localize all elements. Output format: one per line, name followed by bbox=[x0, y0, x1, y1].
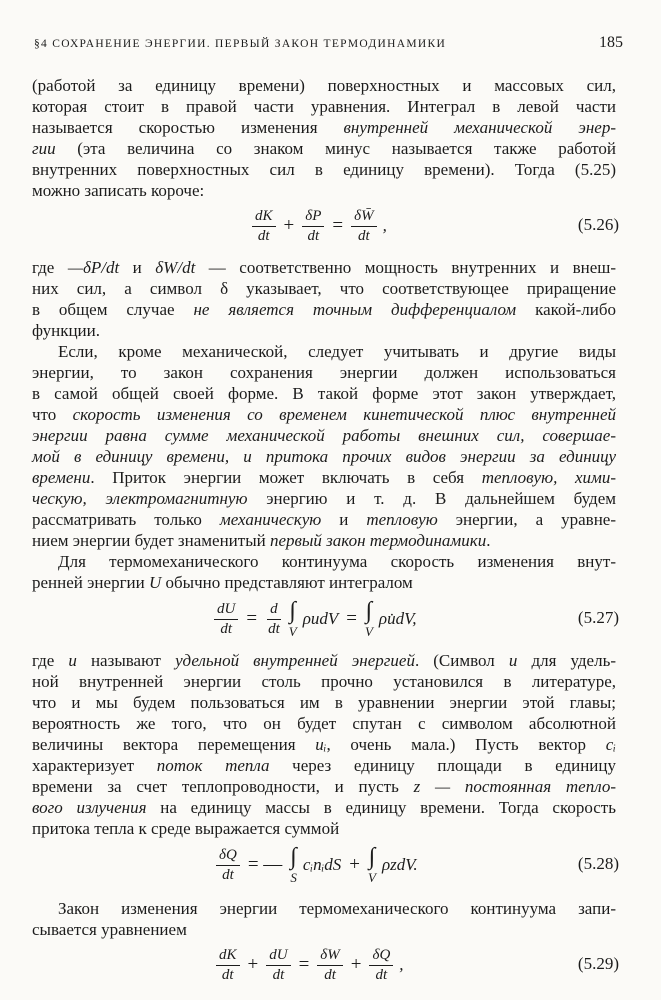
text-run: на единицу массы в единицу времени. Тогда скорость bbox=[146, 798, 616, 817]
italic-term: первый закон термодинамики bbox=[269, 531, 487, 550]
text-run: . (Символ bbox=[414, 651, 509, 670]
operator: = bbox=[298, 954, 310, 975]
text-run: и bbox=[119, 258, 156, 277]
italic-term: не является точным дифференциалом bbox=[193, 300, 517, 319]
text-line bbox=[32, 797, 616, 818]
denominator: dt bbox=[222, 866, 234, 883]
text-line bbox=[32, 650, 616, 671]
text-line bbox=[32, 320, 616, 341]
text-run: в самой общей своей форме. В такой форме этот закон утверждает, bbox=[32, 384, 616, 403]
text-run: энергии, а уравне- bbox=[437, 510, 616, 529]
equation-body bbox=[252, 201, 387, 251]
text-line bbox=[32, 530, 616, 551]
text-run: времени за счет теплопроводности, и пусть bbox=[32, 777, 414, 796]
italic-term: z — постоянная тепло- bbox=[413, 777, 616, 796]
equation-5-27 bbox=[0, 594, 661, 644]
numerator: d bbox=[267, 601, 281, 620]
integral-symbol: ∫ bbox=[365, 598, 373, 624]
denominator: dt bbox=[220, 620, 232, 637]
text-run: для удель- bbox=[517, 651, 616, 670]
numerator: δQ bbox=[369, 947, 393, 966]
running-head: §4 СОХРАНЕНИЕ ЭНЕРГИИ. ПЕРВЫЙ ЗАКОН ТЕРМОДИНАМИКИ bbox=[34, 38, 447, 50]
math-inline: cᵢ bbox=[605, 735, 616, 754]
denominator: dt bbox=[272, 966, 285, 983]
text-line bbox=[32, 671, 616, 692]
fraction bbox=[214, 601, 238, 638]
text-run: характеризует bbox=[32, 756, 157, 775]
math-inline: u bbox=[68, 651, 77, 670]
page-header bbox=[34, 34, 623, 56]
italic-term: мой в единицу времени, и притока прочих видов энергии за единицу bbox=[32, 447, 616, 466]
text-line bbox=[32, 278, 616, 299]
math-inline: U bbox=[149, 573, 162, 592]
fraction bbox=[252, 208, 276, 245]
math-inline: uᵢ bbox=[315, 735, 327, 754]
denominator: dt bbox=[375, 966, 388, 983]
text-line bbox=[32, 159, 616, 180]
text-run: и bbox=[321, 510, 367, 529]
equation-body bbox=[216, 940, 404, 990]
fraction bbox=[265, 601, 283, 638]
text-line bbox=[32, 404, 616, 425]
numerator: dU bbox=[266, 947, 290, 966]
italic-term: скорость изменения со временем кинетической плюс внутренней bbox=[72, 405, 616, 424]
math-inline: u bbox=[508, 651, 518, 670]
denominator: dt bbox=[221, 966, 234, 983]
punctuation: , bbox=[382, 216, 387, 235]
equation-5-28 bbox=[0, 840, 661, 890]
text-run: энергию и т. д. В дальнейшем будем bbox=[247, 489, 616, 508]
text-line bbox=[32, 692, 616, 713]
operator: + bbox=[350, 954, 362, 975]
numerator: δQ bbox=[216, 847, 240, 866]
text-run: — соответственно мощность внутренних и внеш- bbox=[195, 258, 616, 277]
fraction bbox=[216, 947, 240, 984]
italic-term: тепловую, хими- bbox=[481, 468, 616, 487]
integral-sign bbox=[289, 599, 297, 639]
text-run: что bbox=[32, 405, 73, 424]
integral-symbol: ∫ bbox=[368, 844, 376, 870]
integrand: ρu̇dV, bbox=[378, 609, 417, 628]
integral-sign bbox=[368, 845, 376, 885]
text-run: . Приток энергии может включать в себя bbox=[90, 468, 482, 487]
text-run: внутренних поверхностных сил в единицу времени). Тогда (5.25) bbox=[32, 160, 616, 179]
text-run: , очень мала.) Пусть вектор bbox=[326, 735, 606, 754]
fraction bbox=[317, 947, 342, 984]
text-run: какой-либо bbox=[516, 300, 616, 319]
text-run: что и мы будем пользоваться им в уравнении энергии этой главы; bbox=[32, 693, 616, 712]
integral-domain: V bbox=[368, 870, 376, 885]
text-line bbox=[32, 818, 616, 839]
operator: = — bbox=[247, 854, 283, 875]
text-run: . bbox=[486, 531, 491, 550]
text-run: вероятность же того, что он будет спутан с символом абсолютной bbox=[32, 714, 616, 733]
page-number: 185 bbox=[599, 34, 623, 51]
text-run: где bbox=[32, 651, 69, 670]
text-run: Закон изменения энергии термомеханического континуума запи- bbox=[58, 899, 616, 918]
text-line bbox=[32, 75, 616, 96]
italic-term: вого излучения bbox=[32, 798, 147, 817]
integral-sign bbox=[365, 599, 373, 639]
equation-number: (5.28) bbox=[577, 854, 619, 873]
operator: + bbox=[283, 215, 295, 236]
text-line bbox=[32, 446, 616, 467]
operator: + bbox=[349, 854, 361, 875]
equation-5-26 bbox=[0, 201, 661, 251]
italic-term: внутренней механической энер- bbox=[343, 118, 616, 137]
integral-symbol: ∫ bbox=[289, 598, 296, 624]
text-run: называют bbox=[76, 651, 176, 670]
text-run: (работой за единицу времени) поверхностных и массовых сил, bbox=[32, 76, 616, 95]
equation-number: (5.27) bbox=[577, 608, 619, 627]
denominator: dt bbox=[357, 227, 370, 244]
denominator: dt bbox=[324, 966, 336, 983]
italic-term: тепловую bbox=[366, 510, 438, 529]
equation-body bbox=[214, 594, 417, 644]
text-line bbox=[32, 96, 616, 117]
numerator: dK bbox=[216, 947, 240, 966]
text-line bbox=[32, 734, 616, 755]
integral-domain: V bbox=[364, 624, 373, 639]
text-run: обычно представляют интегралом bbox=[161, 573, 413, 592]
integrand: ρzdV. bbox=[381, 855, 418, 874]
numerator: δP bbox=[302, 208, 324, 227]
text-line bbox=[32, 383, 616, 404]
italic-term: удельной внутренней энергией bbox=[175, 651, 415, 670]
fraction bbox=[216, 847, 240, 884]
text-run: Для термомеханического континуума скорость изменения внут- bbox=[58, 552, 616, 571]
equation-number: (5.29) bbox=[577, 954, 619, 973]
equation-body bbox=[216, 840, 418, 890]
text-line bbox=[32, 509, 616, 530]
text-run: нием энергии будет знаменитый bbox=[32, 531, 270, 550]
numerator: dK bbox=[252, 208, 276, 227]
italic-term: энергии равна сумме механической работы внешних сил, совершае- bbox=[32, 426, 616, 445]
text-line bbox=[32, 755, 616, 776]
numerator: δW̄ bbox=[351, 208, 376, 227]
punctuation: , bbox=[399, 955, 404, 974]
text-line bbox=[32, 467, 616, 488]
numerator: dU bbox=[214, 601, 238, 620]
italic-term: времени bbox=[32, 468, 91, 487]
text-run: энергии, то закон сохранения энергии должен использоваться bbox=[32, 363, 616, 382]
integral-domain: V bbox=[288, 624, 297, 639]
text-run: притока тепла к среде выражается суммой bbox=[32, 819, 340, 838]
text-line bbox=[32, 299, 616, 320]
text-line bbox=[32, 362, 616, 383]
equation-number: (5.26) bbox=[577, 215, 619, 234]
math-inline: —δP/dt bbox=[67, 258, 120, 277]
text-line bbox=[58, 341, 616, 362]
text-line bbox=[32, 117, 616, 138]
italic-term: гии bbox=[32, 139, 56, 158]
integrand: cᵢnᵢdS bbox=[302, 855, 342, 874]
fraction bbox=[266, 947, 290, 984]
operator: = bbox=[332, 215, 344, 236]
text-line bbox=[32, 138, 616, 159]
integral-sign bbox=[290, 845, 297, 885]
text-line bbox=[58, 551, 616, 572]
text-line bbox=[32, 776, 616, 797]
text-line bbox=[32, 180, 616, 201]
text-run: через единицу площади в единицу bbox=[269, 756, 617, 775]
text-line bbox=[32, 572, 616, 593]
text-run: ной внутренней энергии столь прочно установился в литературе, bbox=[32, 672, 616, 691]
text-run: сывается уравнением bbox=[32, 920, 187, 939]
integral-domain: S bbox=[290, 870, 297, 885]
numerator: δW bbox=[317, 947, 342, 966]
text-line bbox=[32, 919, 616, 940]
text-run: величины вектора перемещения bbox=[32, 735, 316, 754]
text-run: функции. bbox=[32, 321, 100, 340]
italic-term: поток тепла bbox=[156, 756, 270, 775]
italic-term: механическую bbox=[219, 510, 322, 529]
operator: = bbox=[246, 608, 258, 629]
italic-term: ческую, электромагнитную bbox=[32, 489, 248, 508]
math-inline: δW/dt bbox=[155, 258, 196, 277]
text-run: в общем случае bbox=[32, 300, 194, 319]
text-run: называется скоростью изменения bbox=[32, 118, 344, 137]
text-line bbox=[32, 488, 616, 509]
text-run: можно записать короче: bbox=[32, 181, 205, 200]
text-run: которая стоит в правой части уравнения. Интеграл в левой части bbox=[32, 97, 616, 116]
text-run: рассматривать только bbox=[32, 510, 220, 529]
fraction bbox=[302, 208, 324, 245]
denominator: dt bbox=[268, 620, 280, 637]
integrand: ρudV bbox=[302, 609, 339, 628]
denominator: dt bbox=[307, 227, 320, 244]
integral-symbol: ∫ bbox=[290, 844, 297, 870]
text-line bbox=[32, 425, 616, 446]
fraction bbox=[369, 947, 393, 984]
text-run: ренней энергии bbox=[32, 573, 149, 592]
text-run: них сил, а символ δ указывает, что соответствующее приращение bbox=[32, 279, 616, 298]
text-line bbox=[58, 898, 616, 919]
text-run: Если, кроме механической, следует учитывать и другие виды bbox=[58, 342, 616, 361]
text-run: где bbox=[32, 258, 68, 277]
text-line bbox=[32, 257, 616, 278]
fraction bbox=[351, 208, 376, 245]
text-run: (эта величина со знаком минус называется также работой bbox=[55, 139, 616, 158]
text-line bbox=[32, 713, 616, 734]
equation-5-29 bbox=[0, 940, 661, 990]
operator: + bbox=[247, 954, 259, 975]
operator: = bbox=[346, 608, 357, 629]
denominator: dt bbox=[257, 227, 270, 244]
